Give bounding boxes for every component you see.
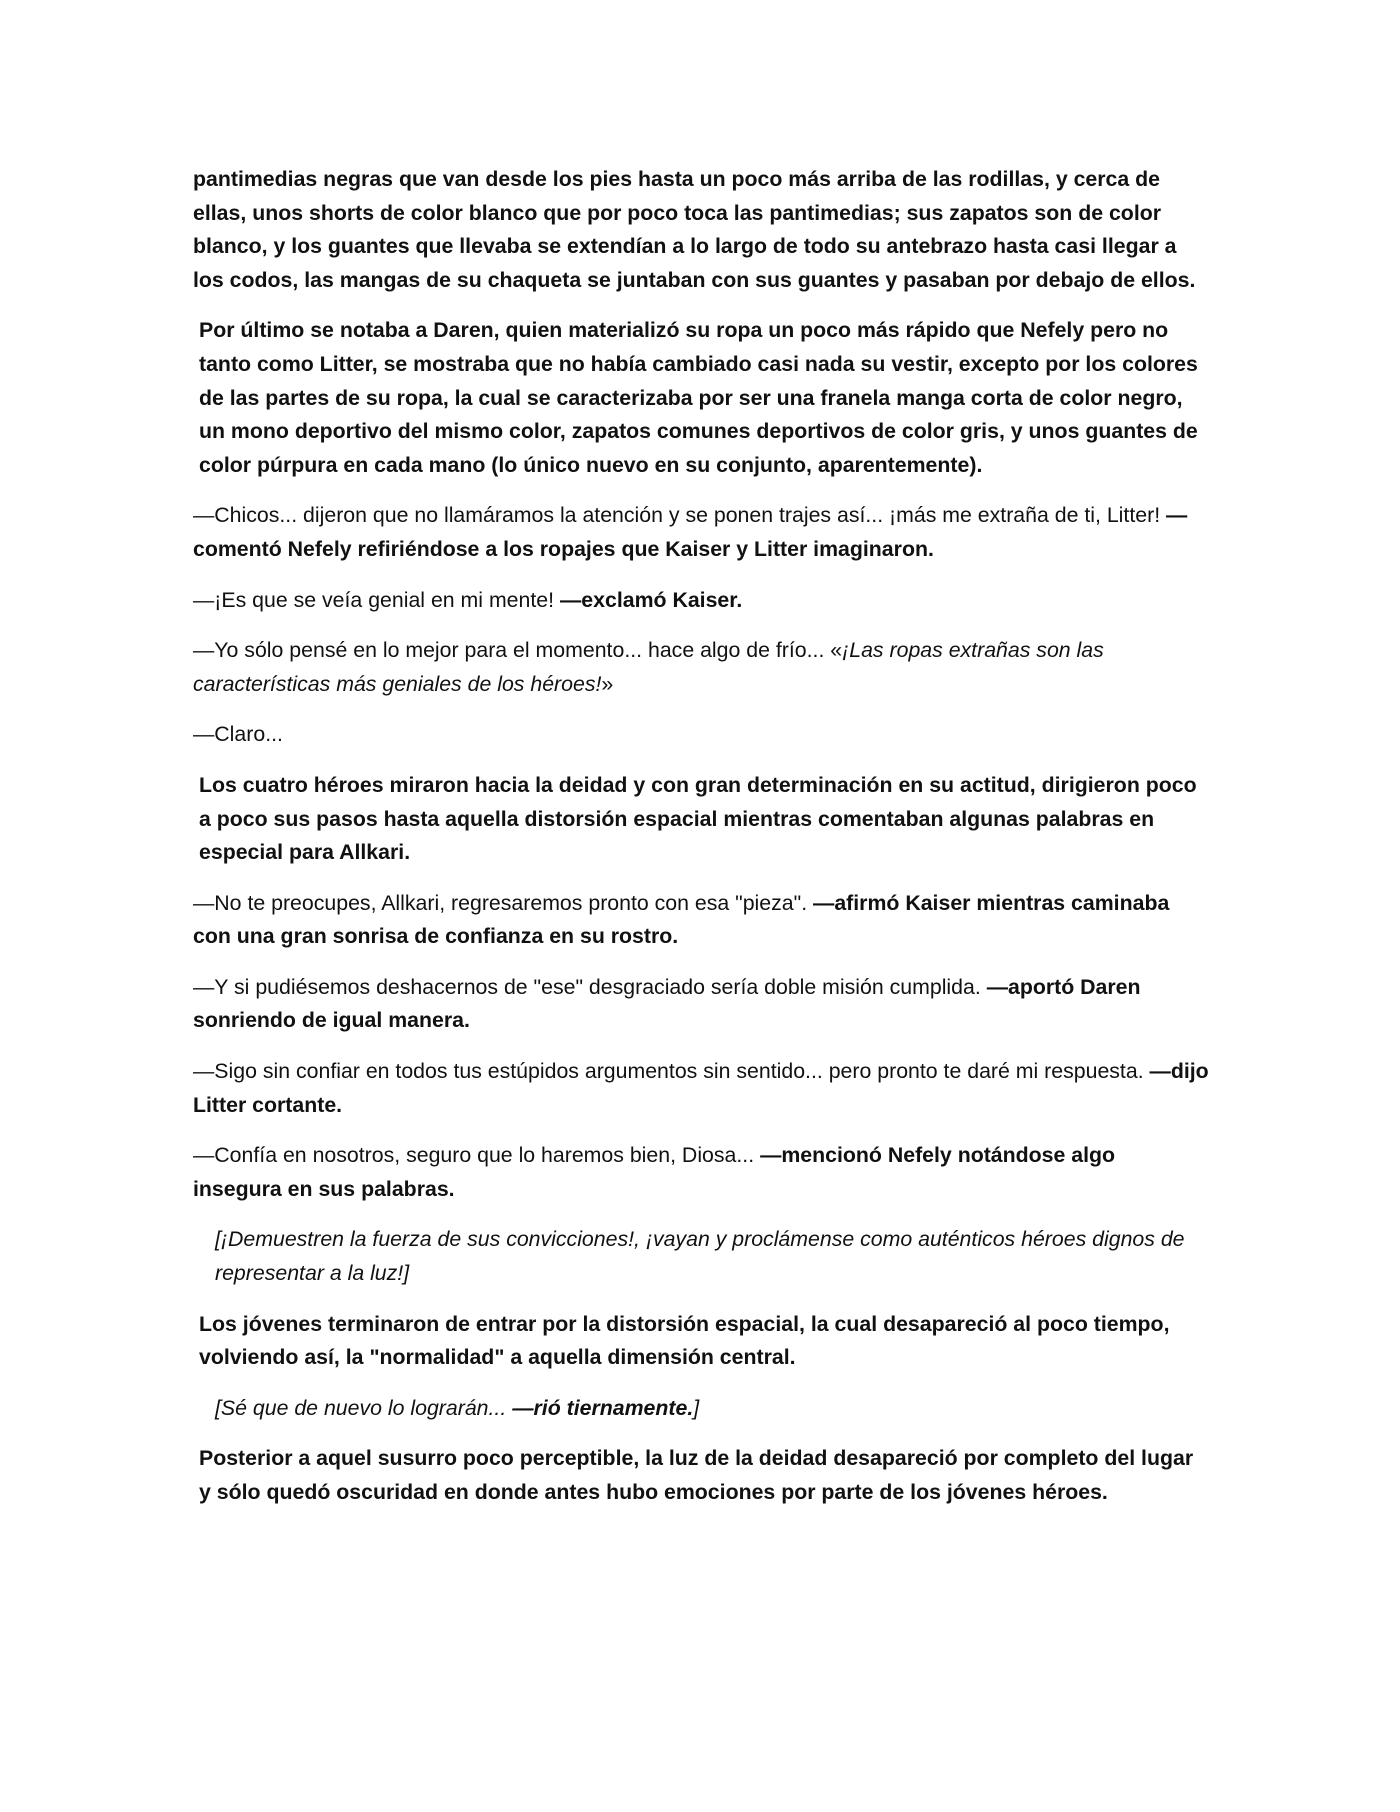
narration-paragraph: Los jóvenes terminaron de entrar por la distorsión espacial, la cual desapareció al poco tiempo, volviendo así, la "normalidad" a aquella dimensión central. — [199, 1311, 1170, 1370]
dialogue-speech: —¡Es que se veía genial en mi mente! — [193, 587, 555, 612]
deity-speech-text: [Sé que de nuevo lo lograrán... — [215, 1395, 507, 1420]
dialogue-tag: —exclamó Kaiser. — [559, 587, 743, 612]
dialogue-speech: —Y si pudiésemos deshacernos de "ese" desgraciado sería doble misión cumplida. — [193, 974, 981, 999]
dialogue-speech: —Yo sólo pensé en lo mejor para el momento... hace algo de frío... « — [193, 638, 843, 663]
dialogue-tag: —rió tiernamente. — [512, 1395, 694, 1420]
dialogue-tag: —dijo Litter cortante. — [193, 1059, 1209, 1117]
dialogue-tag: —mencionó Nefely notándose algo insegura en sus palabras. — [193, 1143, 1116, 1201]
dialogue-tag: —comentó Nefely refiriéndose a los ropajes que Kaiser y Litter imaginaron. — [193, 503, 1188, 561]
quote-close: » — [601, 671, 614, 696]
dialogue-paragraph — [193, 499, 1209, 566]
dialogue-speech: —Claro... — [193, 722, 283, 747]
document-body — [193, 163, 1209, 1527]
dialogue-paragraph — [193, 887, 1209, 954]
dialogue-paragraph — [193, 634, 1209, 701]
dialogue-speech: —Chicos... dijeron que no llamáramos la atención y se ponen trajes así... ¡más me extraña de ti, Litter! — [193, 503, 1161, 528]
dialogue-speech: —Sigo sin confiar en todos tus estúpidos argumentos sin sentido... pero pronto te daré mi respuesta. — [193, 1059, 1144, 1084]
narration-paragraph: pantimedias negras que van desde los pies hasta un poco más arriba de las rodillas, y cerca de ellas, unos shorts de color blanco que por poco toca las pantimedias; sus zapatos son de color blanco, y los guantes que llevaba se extendían a lo largo de todo su antebrazo hasta casi llegar a los codos, las mangas de su chaqueta se juntaban con sus guantes y pasaban por debajo de ellos. — [193, 167, 1196, 292]
dialogue-paragraph — [193, 971, 1209, 1038]
dialogue-speech: —Confía en nosotros, seguro que lo haremos bien, Diosa... — [193, 1143, 755, 1168]
inner-thought: ¡Las ropas extrañas son las características más geniales de los héroes! — [193, 638, 1104, 696]
narration-paragraph: Los cuatro héroes miraron hacia la deidad y con gran determinación en su actitud, dirigieron poco a poco sus pasos hasta aquella distorsión espacial mientras comentaban algunas palabras en especial para Allkari. — [199, 772, 1197, 865]
dialogue-paragraph — [193, 1055, 1209, 1122]
dialogue-tag: —afirmó Kaiser mientras caminaba con una gran sonrisa de confianza en su rostro. — [193, 890, 1170, 949]
dialogue-paragraph — [193, 584, 1209, 618]
bracket-close: ] — [693, 1395, 700, 1420]
narration-paragraph: Por último se notaba a Daren, quien materializó su ropa un poco más rápido que Nefely pero no tanto como Litter, se mostraba que no había cambiado casi nada su vestir, excepto por los colores de las partes de su ropa, la cual se caracterizaba por ser una franela manga corta de color negro, un mono deportivo del mismo color, zapatos comunes deportivos de color gris, y unos guantes de color púrpura en cada mano (lo único nuevo en su conjunto, aparentemente). — [199, 318, 1198, 477]
narration-paragraph: Posterior a aquel susurro poco perceptible, la luz de la deidad desapareció por completo del lugar y sólo quedó oscuridad en donde antes hubo emociones por parte de los jóvenes héroes. — [199, 1446, 1194, 1504]
dialogue-paragraph — [193, 718, 1209, 752]
dialogue-paragraph — [193, 1139, 1209, 1206]
dialogue-speech: —No te preocupes, Allkari, regresaremos pronto con esa "pieza". — [193, 890, 808, 915]
deity-speech — [193, 1392, 1209, 1426]
dialogue-tag: —aportó Daren sonriendo de igual manera. — [193, 974, 1141, 1033]
deity-speech: [¡Demuestren la fuerza de sus convicciones!, ¡vayan y proclámense como auténticos héroes dignos de representar a la luz!] — [215, 1227, 1185, 1286]
